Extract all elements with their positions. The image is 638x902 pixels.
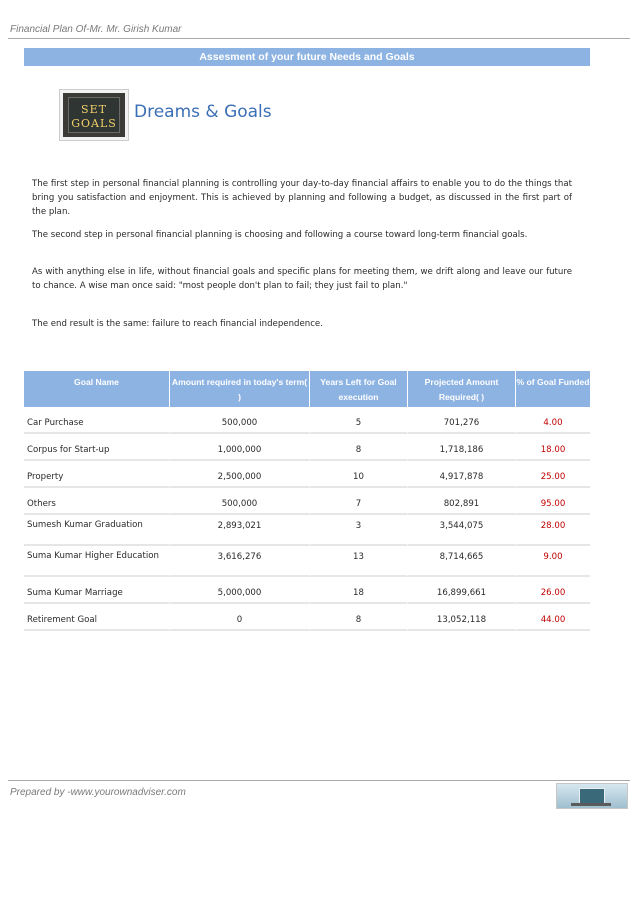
amount-required-cell: 3,616,276 [169, 547, 309, 577]
years-left-cell: 10 [309, 462, 407, 488]
header-divider [8, 38, 630, 39]
goals-table [24, 371, 590, 631]
header-years-left: Years Left for Goal execution [309, 371, 407, 407]
table-row [24, 577, 590, 604]
years-left-cell: 8 [309, 605, 407, 631]
goal-name-cell: Suma Kumar Higher Education [24, 547, 169, 577]
projected-amount-cell: 3,544,075 [407, 516, 515, 546]
percent-funded-cell: 26.00 [515, 578, 590, 604]
percent-funded-cell: 4.00 [515, 408, 590, 434]
amount-required-cell: 0 [169, 605, 309, 631]
years-left-cell: 18 [309, 578, 407, 604]
projected-amount-cell: 802,891 [407, 489, 515, 515]
desk-computer-image [556, 783, 628, 809]
table-row [24, 488, 590, 515]
amount-required-cell: 500,000 [169, 489, 309, 515]
table-row [24, 461, 590, 488]
percent-funded-cell: 28.00 [515, 516, 590, 546]
header-goal-name: Goal Name [74, 377, 119, 387]
paragraph-first-step: The first step in personal financial planning is controlling your day-to-day financial affairs to enable you to do the things that bring you satisfaction and enjoyment. This is achieved by planning and following a budget, as discussed in the first part of the plan. [32, 179, 572, 217]
paragraph-wise-man-quote: As with anything else in life, without financial goals and specific plans for meeting them, we drift along and leave our future to chance. A wise man once said: "most people don't plan to fail; they just fail to plan." [32, 267, 572, 291]
dreams-goals-title: Dreams & Goals [134, 102, 272, 122]
keyboard-icon [571, 803, 611, 806]
years-left-cell: 7 [309, 489, 407, 515]
years-left-cell: 5 [309, 408, 407, 434]
goal-name-cell: Sumesh Kumar Graduation [24, 516, 169, 546]
percent-funded-cell: 9.00 [515, 547, 590, 577]
projected-amount-cell: 4,917,878 [407, 462, 515, 488]
years-left-cell: 3 [309, 516, 407, 546]
projected-amount-cell: 13,052,118 [407, 605, 515, 631]
goal-name-cell: Retirement Goal [24, 605, 169, 631]
goals-table-header [24, 371, 590, 407]
section-banner: Assesment of your future Needs and Goals [24, 48, 590, 66]
amount-required-cell: 1,000,000 [169, 435, 309, 461]
chalk-word-goals: GOALS [71, 117, 117, 130]
table-row [24, 434, 590, 461]
set-goals-chalkboard-image [60, 90, 128, 140]
percent-funded-cell: 44.00 [515, 605, 590, 631]
header-percent-funded: % of Goal Funded [515, 371, 590, 407]
projected-amount-cell: 701,276 [407, 408, 515, 434]
amount-required-cell: 2,893,021 [169, 516, 309, 546]
table-row [24, 515, 590, 546]
paragraph-second-step: The second step in personal financial planning is choosing and following a course toward long-term financial goals. [32, 230, 528, 240]
goal-name-cell: Property [24, 462, 169, 488]
header-amount-required: Amount required in today's term( ) [169, 371, 309, 407]
paragraph-end-result: The end result is the same: failure to reach financial independence. [32, 319, 323, 329]
chalkboard-surface [68, 97, 120, 133]
goal-name-cell: Suma Kumar Marriage [24, 578, 169, 604]
footer-divider [8, 780, 630, 781]
table-row [24, 604, 590, 631]
chalk-word-set: SET [81, 103, 107, 116]
goal-name-cell: Corpus for Start-up [24, 435, 169, 461]
percent-funded-cell: 18.00 [515, 435, 590, 461]
footer-prepared-by: Prepared by -www.yourownadviser.com [10, 787, 186, 798]
years-left-cell: 8 [309, 435, 407, 461]
table-row [24, 546, 590, 577]
percent-funded-cell: 25.00 [515, 462, 590, 488]
goal-name-cell: Others [24, 489, 169, 515]
projected-amount-cell: 8,714,665 [407, 547, 515, 577]
table-row [24, 407, 590, 434]
projected-amount-cell: 1,718,186 [407, 435, 515, 461]
page-header-text: Financial Plan Of-Mr. Mr. Girish Kumar [10, 24, 182, 35]
amount-required-cell: 500,000 [169, 408, 309, 434]
monitor-icon [579, 788, 605, 804]
goal-name-cell: Car Purchase [24, 408, 169, 434]
years-left-cell: 13 [309, 547, 407, 577]
percent-funded-cell: 95.00 [515, 489, 590, 515]
amount-required-cell: 5,000,000 [169, 578, 309, 604]
header-projected-amount: Projected Amount Required( ) [407, 371, 515, 407]
projected-amount-cell: 16,899,661 [407, 578, 515, 604]
amount-required-cell: 2,500,000 [169, 462, 309, 488]
